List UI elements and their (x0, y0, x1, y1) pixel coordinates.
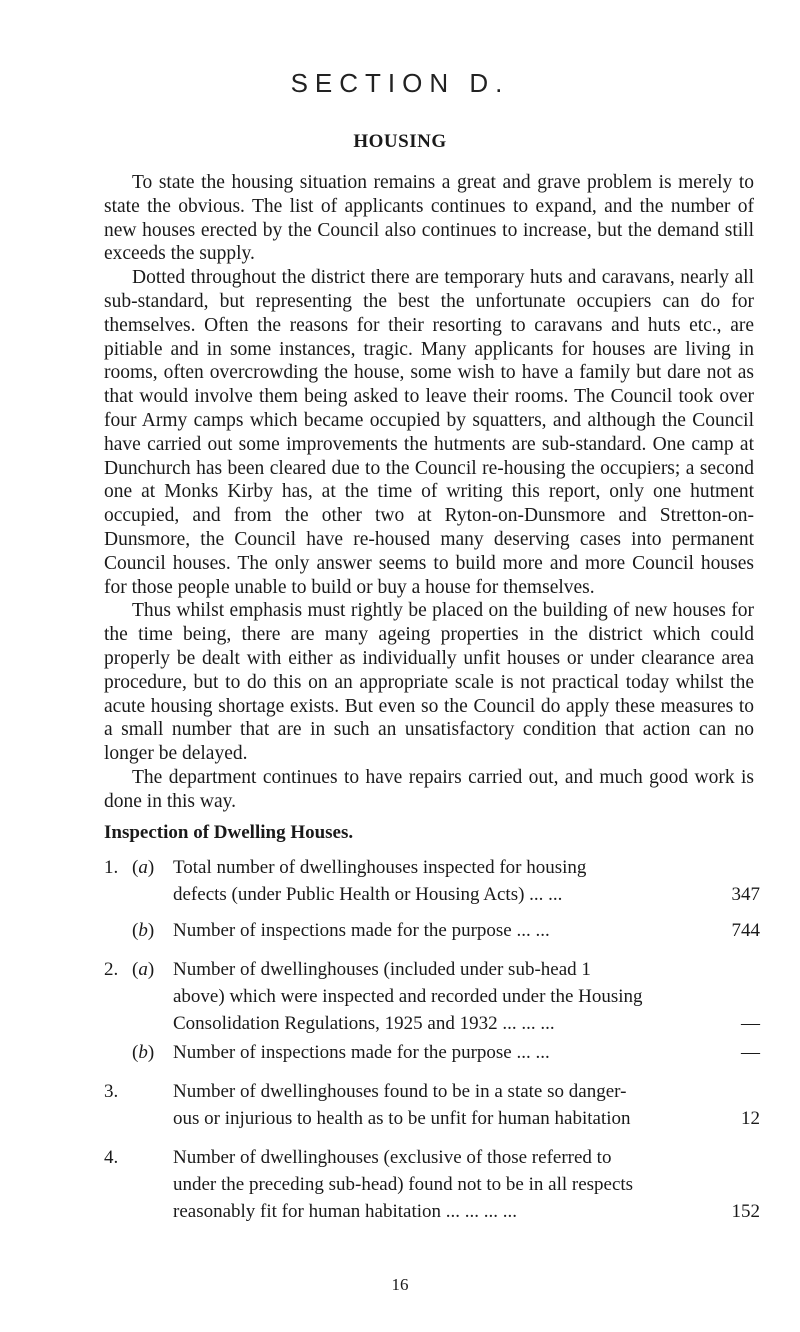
item-number: 4. (104, 1147, 119, 1168)
paragraph: The department continues to have repairs carried out, and much good work is done in this way. (104, 766, 754, 812)
item-description-line: Number of dwellinghouses found to be in a state so danger- (173, 1081, 627, 1102)
section-heading: SECTION D. (290, 68, 510, 98)
item-number: 3. (104, 1081, 119, 1102)
item-description-line: Consolidation Regulations, 1925 and 1932 ... ... ... (173, 1013, 555, 1034)
paragraph: To state the housing situation remains a great and grave problem is merely to state the obvious. The list of applicants continues to expand, and the number of new houses erected by the Council also continues to increase, but the demand still exceeds the supply. (104, 172, 754, 265)
page-title: HOUSING (353, 131, 447, 152)
item-description-line: ous or injurious to health as to be unfit for human habitation (173, 1108, 631, 1129)
item-description-line: Number of inspections made for the purpose ... ... (173, 1042, 550, 1063)
item-value: 347 (731, 884, 760, 905)
inspection-item-4 (104, 1144, 760, 1225)
item-subletter: (b) (132, 1042, 155, 1063)
item-description-line: under the preceding sub-head) found not to be in all respects (173, 1174, 634, 1195)
inspection-item-2a (104, 956, 760, 1037)
item-value: — (741, 1042, 760, 1063)
paragraph: Thus whilst emphasis must rightly be placed on the building of new houses for the time being, there are many ageing properties in the district which could properly be dealt with either as individually unfit houses or under clearance area procedure, but to do this on an appropriate scale is not practical today whilst the acute housing shortage exists. But even so the Council do apply these measures to a small number that are in such an unsatisfactory condition that action can no longer be delayed. (104, 600, 754, 765)
inspection-item-1a (104, 854, 760, 908)
item-description-line: Number of inspections made for the purpose ... ... (173, 920, 550, 941)
item-subletter: (a) (132, 959, 155, 980)
page-number: 16 (391, 1275, 409, 1294)
item-subletter: (a) (132, 857, 155, 878)
item-number: 1. (104, 857, 119, 878)
item-description-line: Number of dwellinghouses (exclusive of those referred to (173, 1147, 612, 1168)
inspection-item-1b (104, 917, 760, 944)
item-value: — (741, 1013, 760, 1034)
body-text (104, 171, 754, 814)
item-subletter: (b) (132, 920, 155, 941)
inspection-item-3 (104, 1078, 760, 1132)
item-description-line: reasonably fit for human habitation ... ... ... ... (173, 1201, 518, 1222)
item-description-line: defects (under Public Health or Housing Acts) ... ... (173, 884, 563, 905)
paragraph: Dotted throughout the district there are temporary huts and caravans, nearly all sub-standard, but representing the best the unfortunate occupiers can do for themselves. Often the reasons for their resorting to caravans and huts etc., are pitiable and in some instances, tragic. Many applicants for houses are living in rooms, often overcrowding the house, some wish to have a family but dare not as that would involve them being asked to leave their rooms. The Council took over four Army camps which became occupied by squatters, and although the Council have carried out some improvements the hutments are sub-standard. One camp at Dunchurch has been cleared due to the Council re-housing the occupiers; a second one at Monks Kirby has, at the time of writing this report, only one hutment occupied, and from the other two at Ryton-on-Dunsmore and Stretton-on-Dunsmore, the Council have re-housed many deserving cases into permanent Council houses. The only answer seems to build more and more Council houses for those people unable to build or buy a house for themselves. (104, 267, 754, 598)
item-description-line: Total number of dwellinghouses inspected for housing (173, 857, 587, 878)
item-number: 2. (104, 959, 119, 980)
item-description-line: above) which were inspected and recorded under the Housing (173, 986, 643, 1007)
item-value: 744 (731, 920, 760, 941)
item-value: 12 (741, 1108, 760, 1129)
item-description-line: Number of dwellinghouses (included under sub-head 1 (173, 959, 591, 980)
inspection-item-2b (104, 1039, 760, 1066)
inspection-heading: Inspection of Dwelling Houses. (104, 822, 354, 843)
item-value: 152 (731, 1201, 760, 1222)
